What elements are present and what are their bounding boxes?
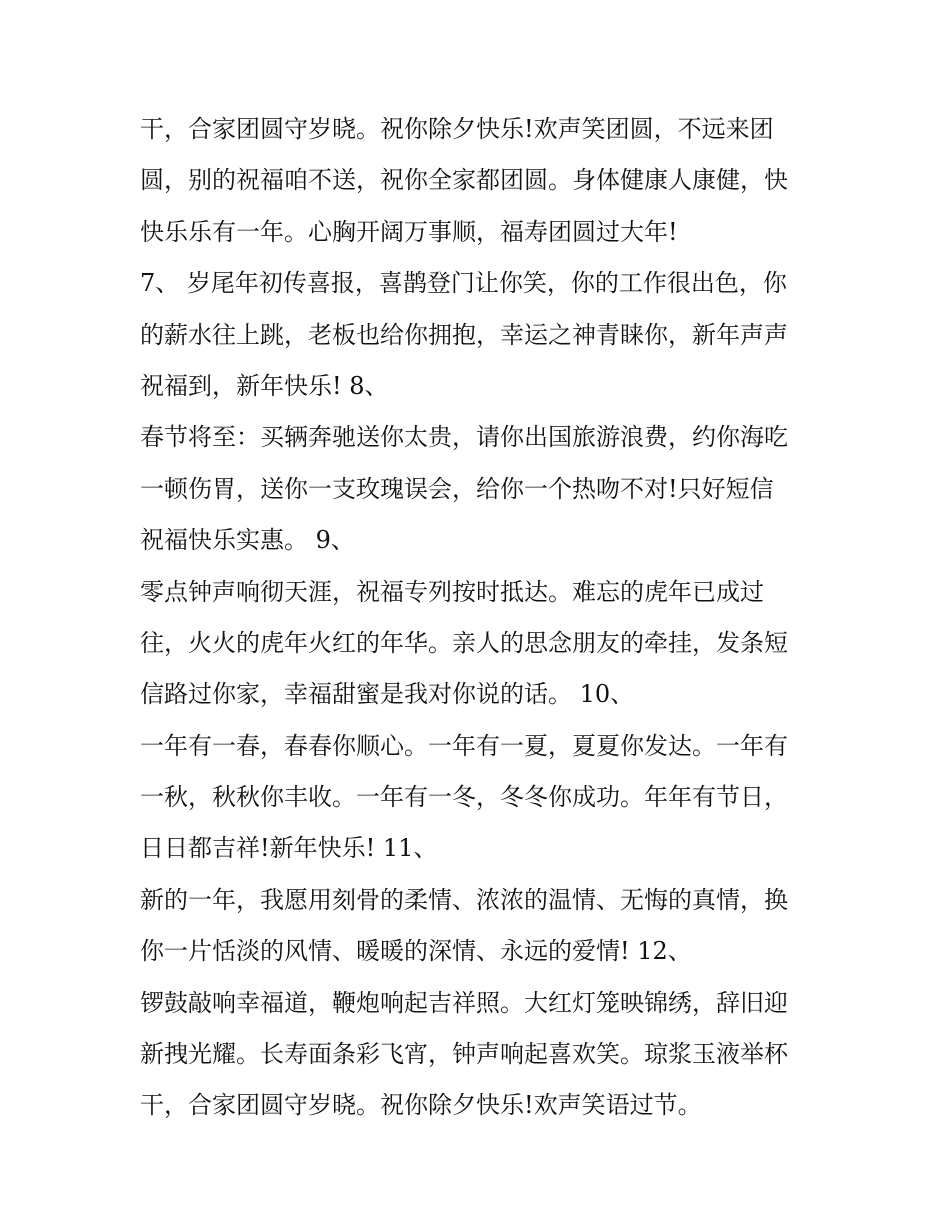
text-line: 一年有一春，春春你顺心。一年有一夏，夏夏你发达。一年有 bbox=[140, 731, 788, 760]
text-line: 锣鼓敲响幸福道，鞭炮响起吉祥照。大红灯笼映锦绣，辞旧迎 bbox=[140, 988, 788, 1017]
text-line: 往，火火的虎年火红的年华。亲人的思念朋友的牵挂，发条短 bbox=[140, 628, 788, 657]
text-line: 你一片恬淡的风情、暖暖的深情、永远的爱情! 12、 bbox=[140, 937, 692, 966]
text-line: 新拽光耀。长寿面条彩飞宵，钟声响起喜欢笑。琼浆玉液举杯 bbox=[140, 1040, 788, 1069]
body-text bbox=[140, 104, 820, 1132]
text-line: 信路过你家，幸福甜蜜是我对你说的话。 10、 bbox=[140, 680, 635, 709]
text-line: 春节将至：买辆奔驰送你太贵，请你出国旅游浪费，约你海吃 bbox=[140, 423, 788, 452]
text-line: 新的一年，我愿用刻骨的柔情、浓浓的温情、无悔的真情，换 bbox=[140, 885, 788, 914]
text-line: 的薪水往上跳，老板也给你拥抱，幸运之神青睐你，新年声声 bbox=[140, 320, 788, 349]
text-line: 零点钟声响彻天涯，祝福专列按时抵达。难忘的虎年已成过 bbox=[140, 577, 764, 606]
text-line: 圆，别的祝福咱不送，祝你全家都团圆。身体健康人康健，快 bbox=[140, 166, 788, 195]
text-line: 祝福快乐实惠。 9、 bbox=[140, 526, 355, 555]
text-line: 7、 岁尾年初传喜报，喜鹊登门让你笑，你的工作很出色，你 bbox=[140, 269, 787, 298]
text-line: 祝福到，新年快乐! 8、 bbox=[140, 371, 389, 400]
text-line: 一顿伤胃，送你一支玫瑰误会，给你一个热吻不对!只好短信 bbox=[140, 474, 774, 503]
text-line: 日日都吉祥!新年快乐! 11、 bbox=[140, 834, 438, 863]
text-line: 干，合家团圆守岁晓。祝你除夕快乐!欢声笑语过节。 bbox=[140, 1091, 702, 1120]
text-line: 快乐乐有一年。心胸开阔万事顺，福寿团圆过大年! bbox=[140, 217, 678, 246]
text-line: 干，合家团圆守岁晓。祝你除夕快乐!欢声笑团圆，不远来团 bbox=[140, 115, 774, 143]
text-line: 一秋，秋秋你丰收。一年有一冬，冬冬你成功。年年有节日， bbox=[140, 783, 788, 812]
